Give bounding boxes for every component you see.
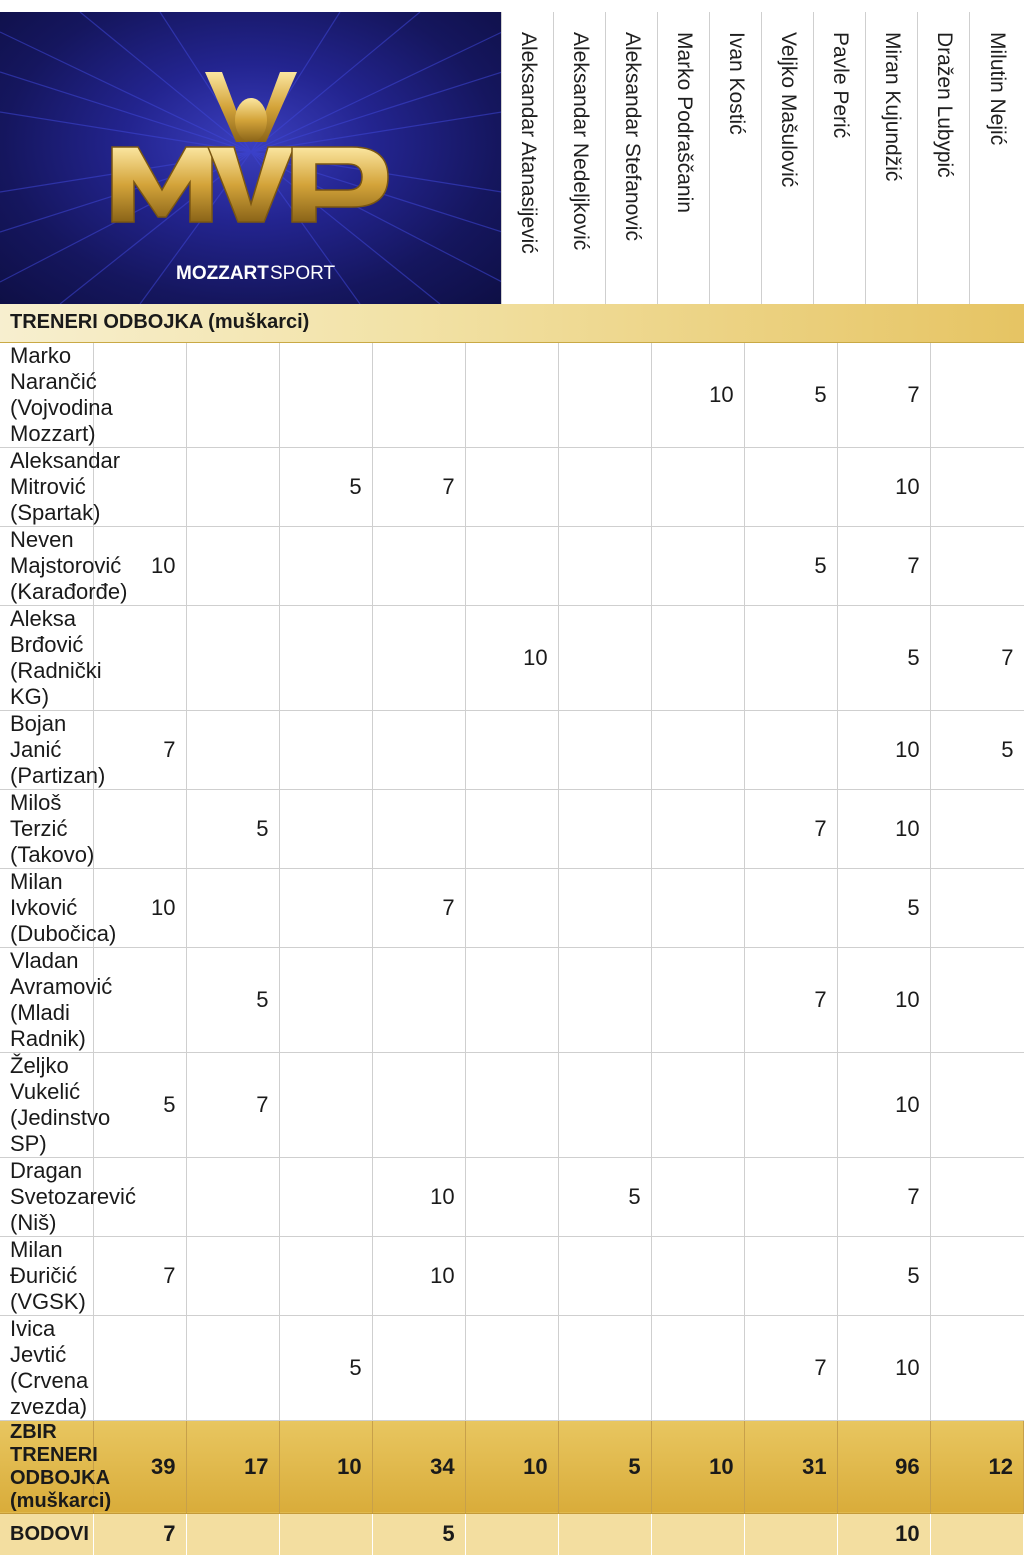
score-cell <box>744 710 837 789</box>
table-header <box>0 12 1024 304</box>
coach-column-header <box>554 12 606 304</box>
coach-name: Aleksandar Atanasijević <box>516 32 540 254</box>
score-cell: 5 <box>558 1157 651 1236</box>
score-cell <box>465 342 558 447</box>
score-cell <box>558 868 651 947</box>
score-cell <box>372 1315 465 1420</box>
score-cell: 10 <box>372 1236 465 1315</box>
score-cell: 7 <box>744 947 837 1052</box>
score-cell <box>930 1315 1023 1420</box>
score-cell: 5 <box>279 447 372 526</box>
score-cell <box>930 526 1023 605</box>
score-cell <box>744 447 837 526</box>
table-row <box>0 447 1024 526</box>
coach-name: Pavle Perić <box>828 32 852 139</box>
row-label: Dragan Svetozarević (Niš) <box>0 1157 93 1236</box>
score-cell: 10 <box>93 868 186 947</box>
row-label: BODOVI <box>0 1513 93 1555</box>
score-cell <box>186 868 279 947</box>
score-cell: 7 <box>93 1513 186 1555</box>
score-cell: 5 <box>372 1513 465 1555</box>
score-cell <box>465 947 558 1052</box>
score-cell <box>930 1157 1023 1236</box>
score-cell: 34 <box>372 1420 465 1513</box>
score-cell: 7 <box>744 1315 837 1420</box>
coach-name: Aleksandar Nedeljković <box>568 32 592 251</box>
score-cell <box>372 947 465 1052</box>
score-cell <box>744 1236 837 1315</box>
score-cell <box>930 789 1023 868</box>
score-cell: 7 <box>93 1236 186 1315</box>
row-label: Milan Ivković (Dubočica) <box>0 868 93 947</box>
score-cell <box>186 710 279 789</box>
score-cell: 10 <box>837 1052 930 1157</box>
coach-column-header <box>502 12 554 304</box>
row-label: Vladan Avramović (Mladi Radnik) <box>0 947 93 1052</box>
row-label: Željko Vukelić (Jedinstvo SP) <box>0 1052 93 1157</box>
score-cell: 10 <box>372 1157 465 1236</box>
score-cell <box>186 526 279 605</box>
score-cell: 31 <box>744 1420 837 1513</box>
score-cell <box>558 1052 651 1157</box>
score-cell: 7 <box>744 789 837 868</box>
score-cell <box>372 710 465 789</box>
table-row <box>0 1157 1024 1236</box>
score-cell: 5 <box>93 1052 186 1157</box>
table-row <box>0 605 1024 710</box>
score-cell <box>372 789 465 868</box>
table-row <box>0 1315 1024 1420</box>
coach-name: Dražen Lubурić <box>932 32 956 178</box>
score-cell: 10 <box>837 710 930 789</box>
score-cell <box>558 789 651 868</box>
score-cell <box>558 1513 651 1555</box>
score-cell <box>930 1236 1023 1315</box>
score-cell <box>279 947 372 1052</box>
score-cell <box>651 605 744 710</box>
coach-column-header <box>762 12 814 304</box>
score-cell <box>93 1315 186 1420</box>
table-row <box>0 710 1024 789</box>
score-cell <box>186 342 279 447</box>
score-cell: 17 <box>186 1420 279 1513</box>
score-cell: 5 <box>837 1236 930 1315</box>
score-cell <box>279 1513 372 1555</box>
score-cell <box>465 447 558 526</box>
score-cell <box>279 789 372 868</box>
row-label: Bojan Janić (Partizan) <box>0 710 93 789</box>
score-cell: 7 <box>837 526 930 605</box>
score-cell <box>465 789 558 868</box>
score-cell: 10 <box>837 789 930 868</box>
score-cell <box>651 947 744 1052</box>
score-cell <box>651 1157 744 1236</box>
score-cell: 10 <box>837 947 930 1052</box>
score-cell <box>930 868 1023 947</box>
score-cell <box>558 1236 651 1315</box>
votes-table <box>0 304 1024 1555</box>
score-cell: 7 <box>372 447 465 526</box>
score-cell <box>744 605 837 710</box>
score-cell: 10 <box>837 447 930 526</box>
score-cell <box>558 605 651 710</box>
coach-column-header <box>814 12 866 304</box>
score-cell <box>744 1513 837 1555</box>
score-cell <box>651 447 744 526</box>
row-label: Aleksa Brđović (Radnički KG) <box>0 605 93 710</box>
score-cell <box>465 526 558 605</box>
score-cell <box>744 1052 837 1157</box>
score-cell: 96 <box>837 1420 930 1513</box>
score-cell <box>372 342 465 447</box>
score-cell <box>930 1513 1023 1555</box>
score-cell: 10 <box>651 342 744 447</box>
coach-name: Veljko Mašulović <box>776 32 800 188</box>
score-cell <box>558 947 651 1052</box>
score-cell <box>279 1236 372 1315</box>
table-row <box>0 868 1024 947</box>
score-cell: 7 <box>93 710 186 789</box>
score-cell <box>186 1236 279 1315</box>
score-cell: 5 <box>930 710 1023 789</box>
coach-column-header <box>710 12 762 304</box>
row-label: Aleksandar Mitrović (Spartak) <box>0 447 93 526</box>
brand-bold-text: MOZZART <box>176 263 269 284</box>
coach-column-header <box>970 12 1024 304</box>
score-cell <box>186 605 279 710</box>
score-cell <box>651 526 744 605</box>
score-cell: 12 <box>930 1420 1023 1513</box>
score-cell <box>279 526 372 605</box>
score-cell <box>651 1236 744 1315</box>
coach-name: Miran Kujundžić <box>880 32 904 182</box>
coach-column-header <box>658 12 710 304</box>
score-cell <box>186 1315 279 1420</box>
row-label: Marko Narančić (Vojvodina Mozzart) <box>0 342 93 447</box>
score-cell <box>651 1052 744 1157</box>
mvp-logo-graphic <box>0 12 502 304</box>
score-cell <box>558 526 651 605</box>
section-title: TRENERI ODBOJKA (muškarci) <box>0 304 1024 342</box>
table-row <box>0 947 1024 1052</box>
score-cell <box>186 447 279 526</box>
score-cell <box>558 342 651 447</box>
score-cell <box>558 447 651 526</box>
row-label: ZBIR TRENERI ODBOJKA (muškarci) <box>0 1420 93 1513</box>
score-cell: 10 <box>465 1420 558 1513</box>
score-cell: 39 <box>93 1420 186 1513</box>
score-cell <box>465 1236 558 1315</box>
score-cell: 5 <box>186 789 279 868</box>
score-cell <box>930 342 1023 447</box>
score-cell: 10 <box>651 1420 744 1513</box>
score-cell: 5 <box>837 605 930 710</box>
score-cell <box>93 1157 186 1236</box>
coach-name: Aleksandar Stefanović <box>620 32 644 241</box>
score-cell <box>465 1513 558 1555</box>
score-cell <box>279 710 372 789</box>
score-cell: 7 <box>930 605 1023 710</box>
light-rays <box>0 12 502 304</box>
mvp-logo <box>0 12 502 304</box>
sum-row <box>0 1420 1024 1513</box>
score-cell <box>651 789 744 868</box>
score-cell: 5 <box>558 1420 651 1513</box>
coach-column-header <box>606 12 658 304</box>
coach-name: Milutin Nejić <box>986 32 1009 146</box>
score-cell <box>930 947 1023 1052</box>
score-cell <box>744 1157 837 1236</box>
coach-name-columns <box>502 12 1024 304</box>
score-cell: 10 <box>279 1420 372 1513</box>
score-cell <box>930 447 1023 526</box>
coach-column-header <box>866 12 918 304</box>
score-cell <box>279 868 372 947</box>
row-label: Milan Đuričić (VGSK) <box>0 1236 93 1315</box>
score-cell: 7 <box>837 1157 930 1236</box>
score-cell <box>465 710 558 789</box>
score-cell <box>186 1157 279 1236</box>
score-cell: 5 <box>186 947 279 1052</box>
coach-column-header <box>918 12 970 304</box>
score-cell <box>651 868 744 947</box>
score-cell <box>465 1315 558 1420</box>
table-row <box>0 342 1024 447</box>
coach-name: Marko Podraščanin <box>672 32 696 213</box>
table-row <box>0 526 1024 605</box>
score-cell: 5 <box>279 1315 372 1420</box>
score-cell <box>372 526 465 605</box>
score-cell: 10 <box>465 605 558 710</box>
score-cell: 7 <box>186 1052 279 1157</box>
brand-light-text: SPORT <box>270 263 336 284</box>
score-cell <box>279 1052 372 1157</box>
score-cell <box>930 1052 1023 1157</box>
score-cell: 10 <box>837 1513 930 1555</box>
score-cell <box>651 1513 744 1555</box>
score-cell <box>93 789 186 868</box>
score-cell <box>465 868 558 947</box>
score-cell: 7 <box>372 868 465 947</box>
score-cell <box>93 605 186 710</box>
table-row <box>0 789 1024 868</box>
score-cell <box>651 1315 744 1420</box>
section-header-row <box>0 304 1024 342</box>
score-cell: 10 <box>93 526 186 605</box>
score-cell <box>93 947 186 1052</box>
score-cell <box>558 710 651 789</box>
score-cell <box>279 342 372 447</box>
score-cell <box>465 1052 558 1157</box>
score-cell <box>186 1513 279 1555</box>
table-row <box>0 1052 1024 1157</box>
row-label: Ivica Jevtić (Crvena zvezda) <box>0 1315 93 1420</box>
score-cell: 5 <box>837 868 930 947</box>
points-row <box>0 1513 1024 1555</box>
score-cell: 7 <box>837 342 930 447</box>
score-cell <box>372 605 465 710</box>
score-cell: 5 <box>744 342 837 447</box>
score-cell: 5 <box>744 526 837 605</box>
coach-name: Ivan Kostić <box>724 32 748 135</box>
score-cell <box>744 868 837 947</box>
score-cell <box>651 710 744 789</box>
score-cell <box>279 1157 372 1236</box>
score-cell: 10 <box>837 1315 930 1420</box>
score-cell <box>372 1052 465 1157</box>
row-label: Neven Majstorović (Karađorđe) <box>0 526 93 605</box>
score-cell <box>558 1315 651 1420</box>
table-row <box>0 1236 1024 1315</box>
score-cell <box>279 605 372 710</box>
row-label: Miloš Terzić (Takovo) <box>0 789 93 868</box>
score-cell <box>465 1157 558 1236</box>
